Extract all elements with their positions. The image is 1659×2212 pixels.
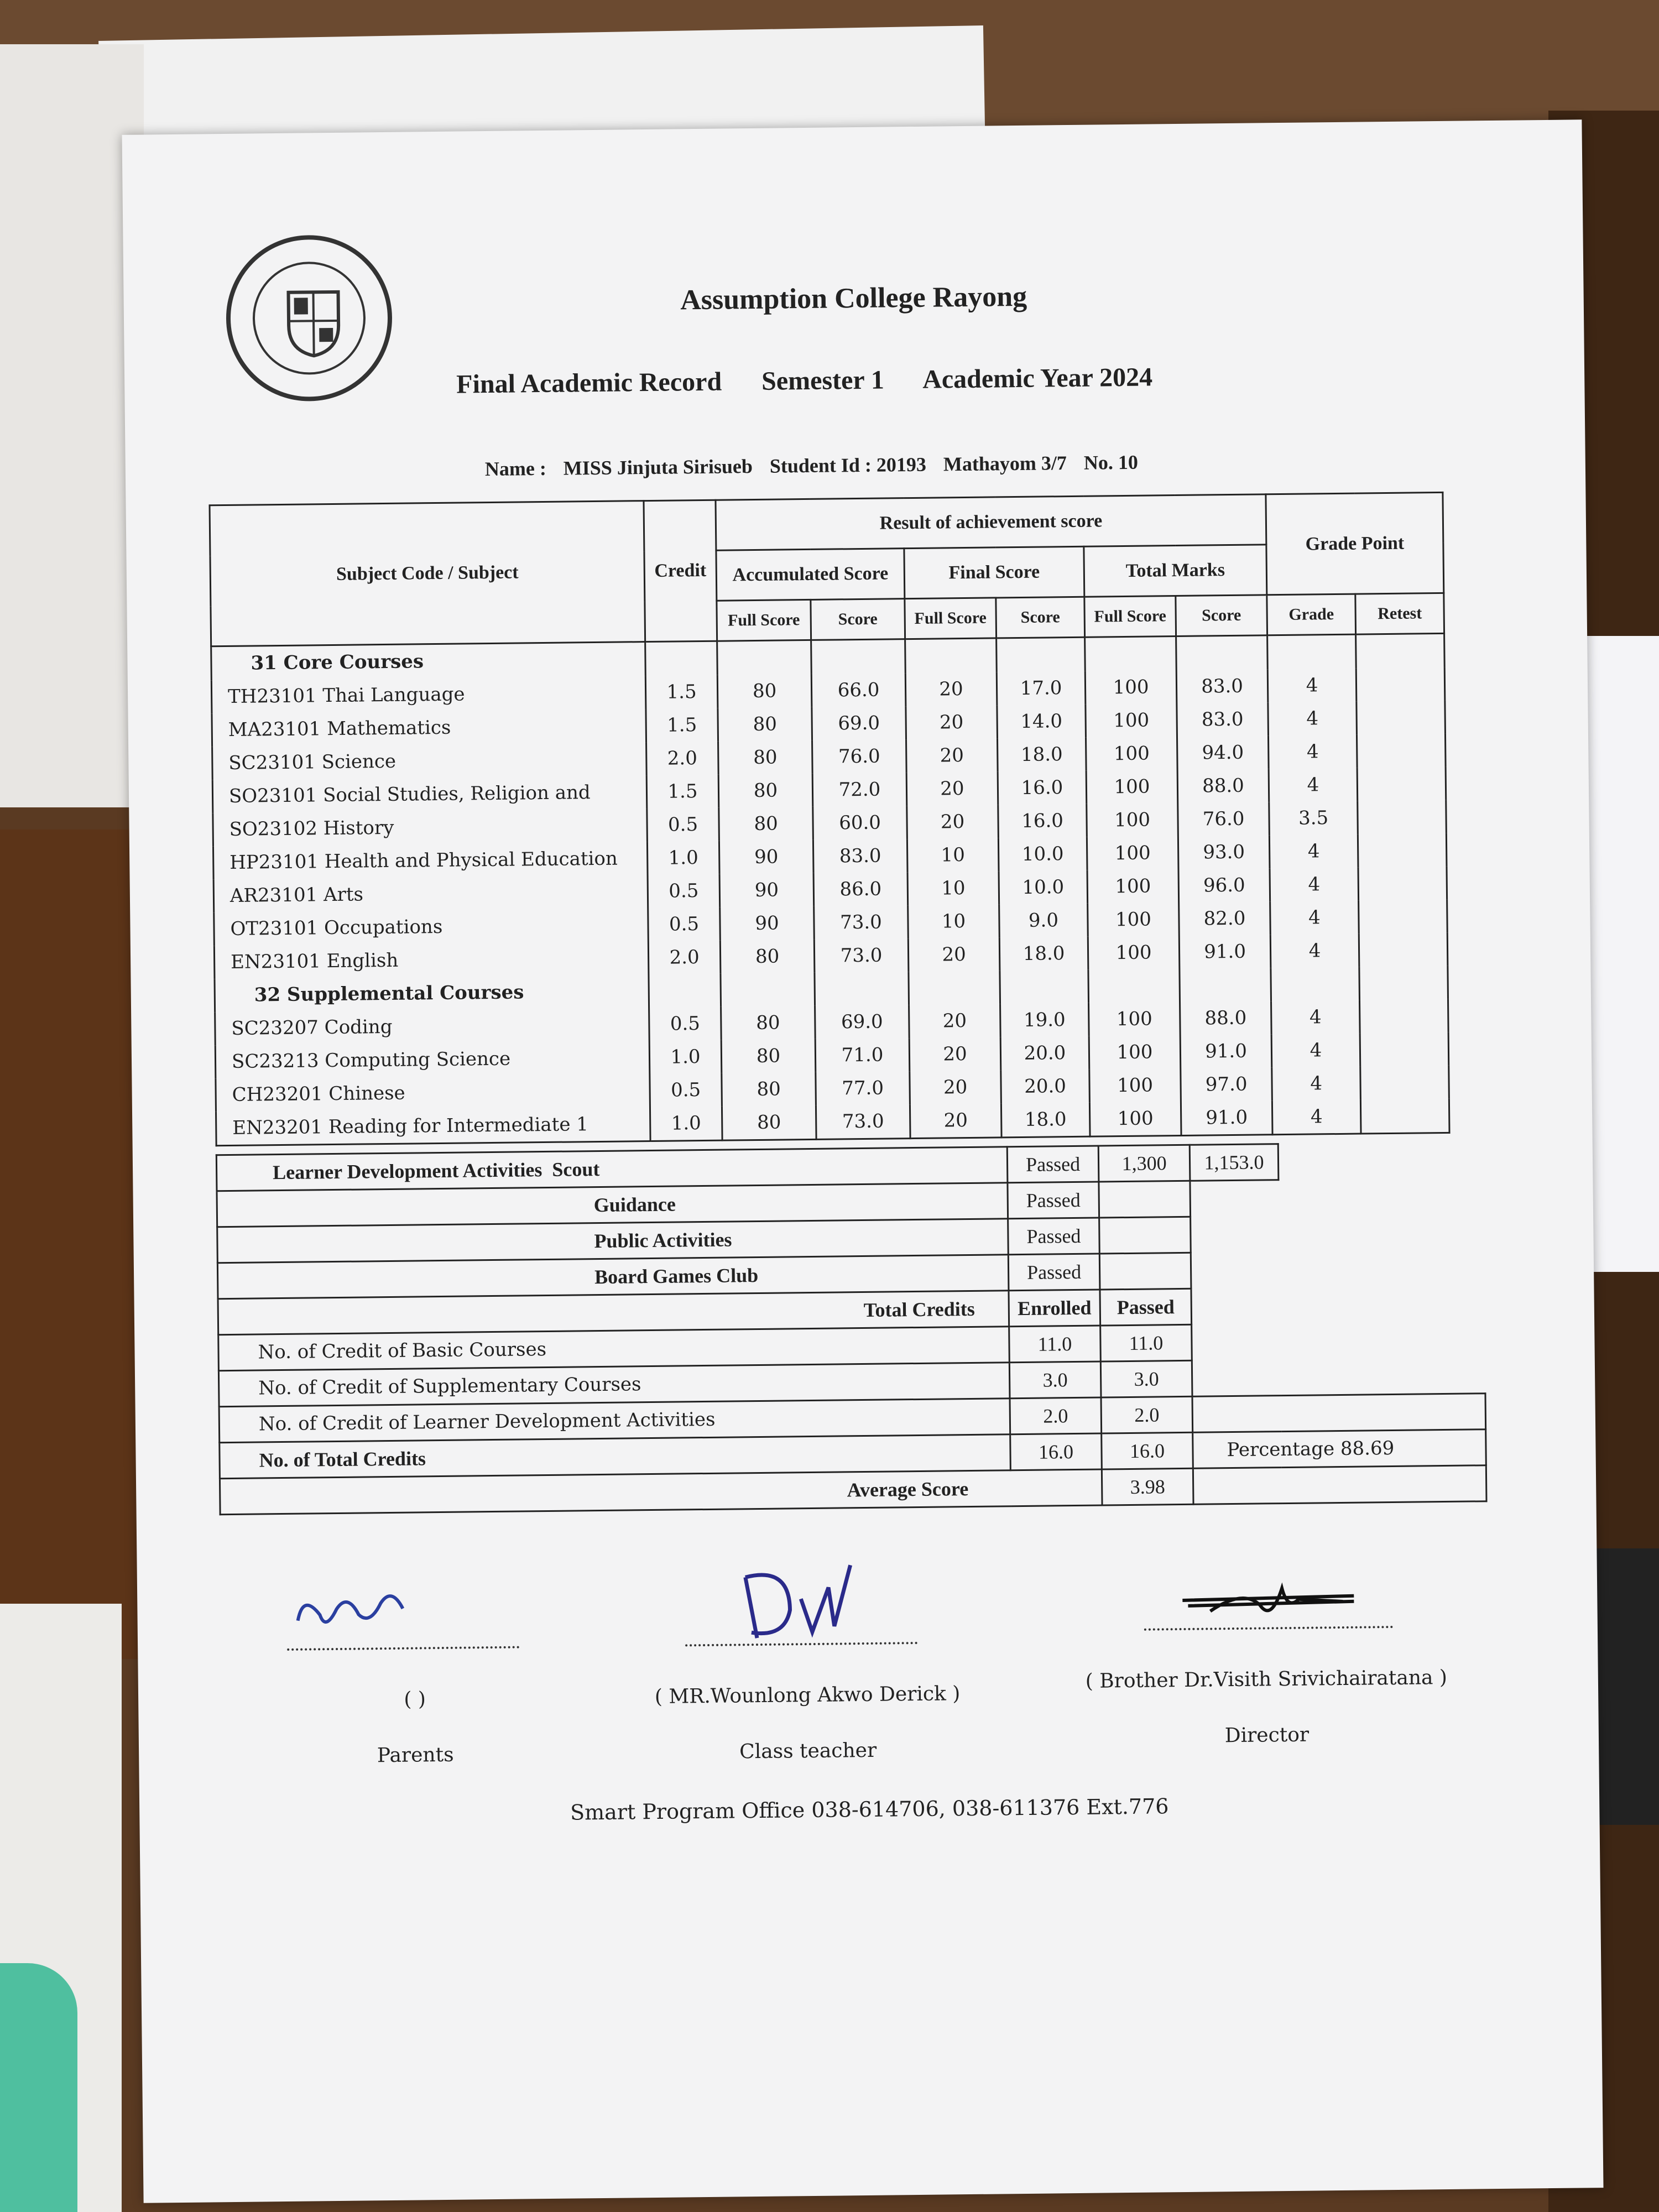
course-final-full: 20 xyxy=(906,738,998,773)
credit-basic-label: No. of Credit of Basic Courses xyxy=(218,1327,1010,1371)
teacher-signature xyxy=(723,1554,857,1650)
course-credit: 1.0 xyxy=(650,1107,722,1141)
course-total-score: 91.0 xyxy=(1179,935,1271,969)
course-acc-full: 80 xyxy=(718,707,812,742)
course-total-score: 97.0 xyxy=(1181,1067,1272,1102)
course-retest xyxy=(1358,867,1447,901)
header-grade-point: Grade Point xyxy=(1266,492,1444,594)
course-total-full: 100 xyxy=(1086,703,1177,738)
course-rows xyxy=(211,633,1449,1145)
credit-supplementary-enrolled: 3.0 xyxy=(1009,1361,1101,1399)
course-acc-score: 66.0 xyxy=(811,673,906,707)
course-final-full: 20 xyxy=(909,1037,1001,1071)
course-final-full: 20 xyxy=(909,1004,1001,1038)
course-retest xyxy=(1360,1099,1449,1134)
course-total-full: 100 xyxy=(1086,737,1177,771)
credit-activities-passed: 2.0 xyxy=(1101,1396,1193,1433)
course-subject: TH23101 Thai Language xyxy=(211,676,646,713)
name-label: Name : xyxy=(484,457,547,481)
course-final-full: 20 xyxy=(910,1103,1001,1138)
activity-title: Learner Development Activities xyxy=(272,1159,542,1184)
total-full-sum: 1,300 xyxy=(1098,1145,1190,1182)
course-final-score: 16.0 xyxy=(998,804,1087,838)
activity-scout-status: Passed xyxy=(1007,1146,1099,1183)
course-subject: EN23201 Reading for Intermediate 1 xyxy=(216,1107,650,1146)
course-acc-score: 69.0 xyxy=(815,1005,910,1039)
course-credit: 0.5 xyxy=(650,1073,722,1107)
course-subject: HP23101 Health and Physical Education xyxy=(213,842,648,879)
office-contact: Smart Program Office 038-614706, 038-611376 Ext.776 xyxy=(570,1794,1169,1825)
course-credit: 1.5 xyxy=(645,675,718,709)
academic-year: Academic Year 2024 xyxy=(922,362,1153,394)
average-score: 3.98 xyxy=(1102,1468,1193,1505)
course-credit: 0.5 xyxy=(648,907,721,941)
director-name: ( Brother Dr.Visith Srivichairatana ) xyxy=(1085,1666,1448,1693)
course-acc-full: 90 xyxy=(720,906,815,941)
course-retest xyxy=(1360,1066,1449,1100)
header-credit: Credit xyxy=(644,500,717,641)
header-final: Final Score xyxy=(904,546,1084,598)
header-subject: Subject Code / Subject xyxy=(210,501,645,646)
percentage: Percentage 88.69 xyxy=(1193,1430,1486,1469)
student-info-line xyxy=(485,450,1150,481)
course-grade: 4 xyxy=(1269,834,1358,869)
activity-scout: Scout xyxy=(552,1157,600,1181)
course-final-full: 20 xyxy=(906,705,998,739)
course-final-full: 20 xyxy=(910,1070,1001,1104)
green-object xyxy=(0,1963,77,2212)
course-subject: CH23201 Chinese xyxy=(216,1074,650,1112)
credit-activities-label: No. of Credit of Learner Development Activities xyxy=(219,1399,1010,1443)
course-total-full: 100 xyxy=(1088,902,1180,937)
course-total-full: 100 xyxy=(1089,1035,1181,1070)
course-final-score: 10.0 xyxy=(999,870,1088,905)
enrolled-label: Enrolled xyxy=(1009,1290,1100,1327)
course-grade: 4 xyxy=(1269,768,1358,802)
total-enrolled: 16.0 xyxy=(1010,1433,1102,1470)
course-acc-score: 69.0 xyxy=(812,706,906,740)
total-passed: 16.0 xyxy=(1102,1432,1193,1469)
course-acc-full: 80 xyxy=(721,1006,816,1040)
course-acc-full: 80 xyxy=(722,1105,816,1140)
course-acc-score: 73.0 xyxy=(814,938,909,973)
student-number: No. 10 xyxy=(1083,451,1139,474)
course-acc-full: 80 xyxy=(717,674,812,708)
course-final-score: 9.0 xyxy=(999,904,1088,938)
header-final-full: Full Score xyxy=(905,598,997,639)
course-retest xyxy=(1358,833,1447,868)
student-id: Student Id : 20193 xyxy=(769,453,927,477)
parent-signature-line xyxy=(286,1602,519,1651)
course-final-score: 20.0 xyxy=(1001,1070,1090,1104)
course-retest xyxy=(1360,999,1449,1034)
course-total-score: 88.0 xyxy=(1180,1001,1272,1035)
course-subject: SO23101 Social Studies, Religion and xyxy=(212,775,647,813)
course-grade: 4 xyxy=(1271,1034,1360,1068)
course-acc-full: 80 xyxy=(718,740,813,775)
course-final-full: 10 xyxy=(908,904,1000,938)
student-class: Mathayom 3/7 xyxy=(943,452,1067,476)
course-total-full: 100 xyxy=(1085,670,1177,705)
activity-board-games: Board Games Club xyxy=(217,1255,1009,1299)
header-retest: Retest xyxy=(1355,593,1444,634)
header-total-full: Full Score xyxy=(1084,596,1176,638)
course-total-full: 100 xyxy=(1089,1002,1181,1036)
course-final-score: 18.0 xyxy=(1001,1103,1090,1138)
course-total-score: 91.0 xyxy=(1181,1100,1272,1135)
header-result: Result of achievement score xyxy=(716,494,1266,550)
header-grade: Grade xyxy=(1267,594,1356,635)
director-role: Director xyxy=(1224,1723,1310,1747)
course-final-score: 14.0 xyxy=(997,705,1086,739)
course-total-full: 100 xyxy=(1087,836,1178,870)
course-subject: SO23102 History xyxy=(213,808,648,846)
course-final-full: 10 xyxy=(907,871,999,905)
header-total-score: Score xyxy=(1176,595,1267,637)
course-subject: MA23101 Mathematics xyxy=(212,709,646,747)
course-retest xyxy=(1359,933,1448,967)
parent-role: Parents xyxy=(377,1743,454,1767)
course-subject: EN23101 English xyxy=(214,941,649,979)
course-subject: AR23101 Arts xyxy=(213,875,648,912)
semester: Semester 1 xyxy=(761,365,885,396)
teacher-signature-block xyxy=(607,1597,1007,1765)
credit-basic-enrolled: 11.0 xyxy=(1009,1326,1101,1363)
course-retest xyxy=(1359,900,1448,934)
course-credit: 0.5 xyxy=(647,808,719,842)
teacher-name: ( MR.Wounlong Akwo Derick ) xyxy=(654,1682,961,1708)
course-grade: 4 xyxy=(1272,1100,1361,1135)
course-subject: SC23207 Coding xyxy=(215,1008,650,1045)
course-credit: 1.5 xyxy=(646,775,719,808)
course-final-score: 19.0 xyxy=(1000,1003,1089,1037)
course-total-full: 100 xyxy=(1089,1068,1181,1103)
course-retest xyxy=(1356,667,1445,702)
course-final-score: 16.0 xyxy=(998,771,1087,805)
course-acc-score: 86.0 xyxy=(813,872,908,906)
course-credit: 0.5 xyxy=(648,874,720,908)
course-total-score: 94.0 xyxy=(1177,735,1269,770)
course-acc-full: 90 xyxy=(719,840,813,874)
course-acc-full: 80 xyxy=(722,1072,816,1107)
record-title-line xyxy=(456,362,1186,400)
school-name: Assumption College Rayong xyxy=(680,280,1027,316)
course-total-score: 93.0 xyxy=(1178,835,1270,869)
course-acc-full: 90 xyxy=(719,873,814,907)
teacher-signature-line xyxy=(685,1598,917,1646)
parent-signature-block xyxy=(220,1601,609,1768)
header-accumulated: Accumulated Score xyxy=(716,549,905,601)
parent-signature xyxy=(286,1580,420,1643)
average-label: Average Score xyxy=(220,1469,1102,1515)
course-total-score: 91.0 xyxy=(1180,1034,1272,1068)
activity-public-status: Passed xyxy=(1008,1218,1100,1255)
course-retest xyxy=(1357,767,1446,801)
passed-label: Passed xyxy=(1100,1288,1192,1326)
activity-board-games-status: Passed xyxy=(1008,1254,1100,1291)
course-acc-score: 71.0 xyxy=(815,1038,910,1072)
course-acc-score: 73.0 xyxy=(816,1104,910,1139)
course-subject: SC23101 Science xyxy=(212,742,647,780)
activity-public: Public Activities xyxy=(217,1219,1009,1263)
course-final-score: 18.0 xyxy=(998,738,1087,772)
group-supplemental-label: 32 Supplemental Courses xyxy=(215,974,649,1012)
course-final-full: 20 xyxy=(905,672,997,706)
header-final-score: Score xyxy=(996,597,1085,638)
course-grade: 4 xyxy=(1270,934,1359,968)
course-final-score: 17.0 xyxy=(997,671,1086,706)
header-acc-full: Full Score xyxy=(717,599,811,641)
director-signature-block xyxy=(1055,1580,1477,1749)
course-retest xyxy=(1357,734,1446,768)
course-grade: 4 xyxy=(1272,1067,1361,1101)
course-acc-full: 80 xyxy=(720,940,815,974)
course-final-score: 18.0 xyxy=(999,937,1088,971)
total-credits-row-label: No. of Total Credits xyxy=(220,1434,1011,1479)
course-credit: 1.0 xyxy=(649,1040,722,1074)
dark-object xyxy=(1593,1548,1659,1825)
course-acc-score: 60.0 xyxy=(813,806,907,840)
desk-surface xyxy=(0,830,144,1659)
header-total: Total Marks xyxy=(1084,545,1267,597)
parent-name: ( ) xyxy=(404,1688,426,1711)
course-total-score: 76.0 xyxy=(1178,802,1270,836)
director-signature xyxy=(1177,1577,1365,1634)
course-total-full: 100 xyxy=(1089,1102,1181,1136)
course-total-score: 88.0 xyxy=(1177,769,1269,803)
course-acc-full: 80 xyxy=(719,807,813,841)
course-total-full: 100 xyxy=(1087,869,1179,904)
course-final-full: 20 xyxy=(906,771,998,806)
course-final-full: 20 xyxy=(907,805,999,839)
course-grade: 4 xyxy=(1269,735,1358,769)
header-acc-score: Score xyxy=(811,599,905,640)
course-grade: 4 xyxy=(1270,868,1359,902)
course-total-score: 96.0 xyxy=(1178,868,1270,902)
grades-table xyxy=(208,492,1450,1146)
course-total-full: 100 xyxy=(1088,936,1180,970)
course-total-full: 100 xyxy=(1086,770,1178,804)
course-acc-score: 76.0 xyxy=(812,739,907,774)
course-subject: OT23101 Occupations xyxy=(214,908,649,946)
student-name: MISS Jinjuta Sirisueb xyxy=(563,455,753,479)
course-grade: 3.5 xyxy=(1269,801,1358,836)
course-subject: SC23213 Computing Science xyxy=(215,1041,650,1078)
credit-basic-passed: 11.0 xyxy=(1100,1324,1192,1361)
course-credit: 0.5 xyxy=(649,1007,722,1041)
total-score-sum: 1,153.0 xyxy=(1190,1144,1279,1181)
summary-table xyxy=(216,1141,1488,1515)
director-signature-line xyxy=(1144,1582,1393,1631)
course-retest xyxy=(1358,800,1447,834)
course-grade: 4 xyxy=(1270,901,1359,935)
activity-guidance: Guidance xyxy=(217,1183,1008,1227)
course-total-full: 100 xyxy=(1087,803,1178,837)
course-grade: 4 xyxy=(1268,702,1357,736)
course-credit: 1.5 xyxy=(646,708,718,742)
course-acc-score: 73.0 xyxy=(814,905,909,940)
record-title: Final Academic Record xyxy=(456,367,722,399)
course-final-full: 20 xyxy=(908,937,1000,972)
total-credits-label: Total Credits xyxy=(218,1291,1009,1335)
academic-record-sheet xyxy=(122,119,1603,2203)
course-credit: 1.0 xyxy=(647,841,719,875)
course-total-score: 83.0 xyxy=(1177,702,1269,737)
course-total-score: 83.0 xyxy=(1176,669,1268,703)
course-acc-score: 83.0 xyxy=(813,839,907,873)
credit-activities-enrolled: 2.0 xyxy=(1010,1397,1102,1434)
credit-supplementary-passed: 3.0 xyxy=(1100,1360,1192,1397)
course-total-score: 82.0 xyxy=(1179,901,1271,936)
credit-supplementary-label: No. of Credit of Supplementary Courses xyxy=(218,1363,1010,1407)
course-acc-full: 80 xyxy=(721,1039,816,1073)
course-acc-full: 80 xyxy=(718,774,813,808)
group-core-label: 31 Core Courses xyxy=(211,642,646,681)
course-grade: 4 xyxy=(1267,669,1357,703)
course-grade: 4 xyxy=(1271,1000,1360,1035)
course-acc-score: 77.0 xyxy=(816,1071,910,1105)
activity-guidance-status: Passed xyxy=(1008,1182,1099,1219)
course-acc-score: 72.0 xyxy=(812,773,907,807)
course-credit: 2.0 xyxy=(648,941,721,974)
course-credit: 2.0 xyxy=(646,742,719,775)
course-retest xyxy=(1360,1032,1449,1067)
course-final-full: 10 xyxy=(907,838,999,872)
course-final-score: 10.0 xyxy=(998,837,1087,872)
teacher-role: Class teacher xyxy=(739,1739,877,1764)
course-final-score: 20.0 xyxy=(1000,1036,1089,1071)
course-retest xyxy=(1357,701,1446,735)
